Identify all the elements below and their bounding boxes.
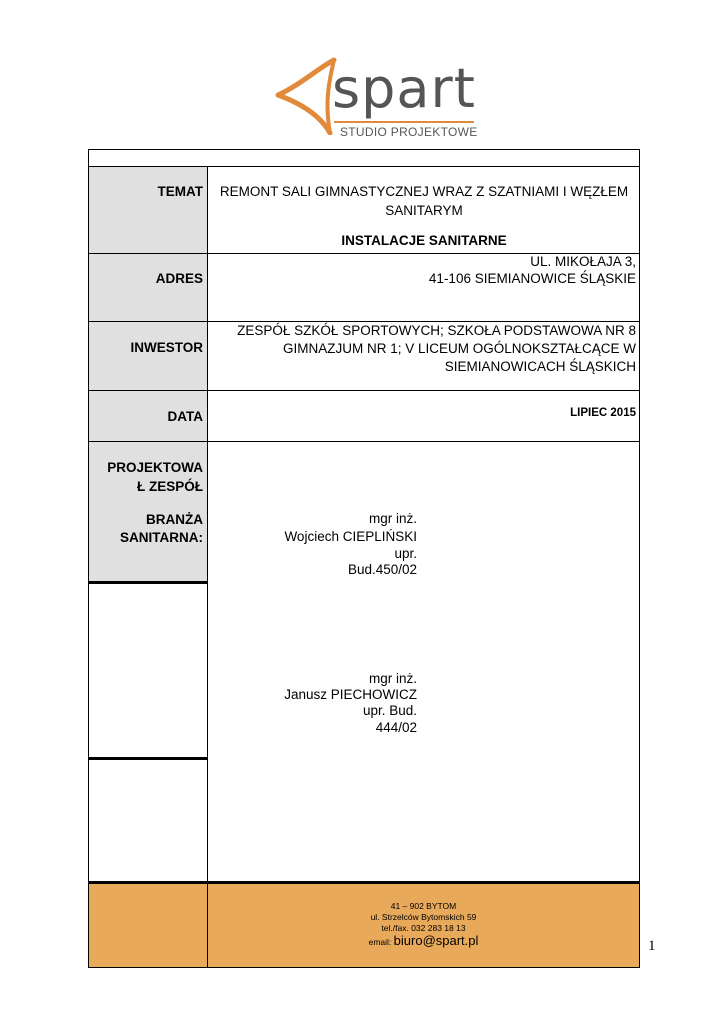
- row-sep-thick: [88, 757, 208, 760]
- frame-right: [639, 149, 640, 968]
- row-sep: [88, 441, 640, 442]
- temat-value: REMONT SALI GIMNASTYCZNEJ WRAZ Z SZATNIAMI I WĘZŁEM SANITARYM: [219, 184, 629, 218]
- inwestor-line1: ZESPÓŁ SZKÓŁ SPORTOWYCH; SZKOŁA PODSTAWOWA NR 8: [237, 323, 636, 338]
- branza-label-1: BRANŻA: [146, 512, 203, 527]
- adres-line2: 41-106 SIEMIANOWICE ŚLĄSKIE: [428, 271, 636, 286]
- adres-label: ADRES: [155, 271, 203, 286]
- footer-email-row: [208, 935, 639, 948]
- inwestor-line2: GIMNAZJUM NR 1; V LICEUM OGÓLNOKSZTAŁCĄCE W: [282, 341, 636, 356]
- p1-name: Wojciech CIEPLIŃSKI: [284, 529, 417, 544]
- temat-label: TEMAT: [157, 184, 203, 199]
- p2-name: Janusz PIECHOWICZ: [284, 687, 417, 702]
- footer-email-label: email:: [368, 937, 392, 947]
- inwestor-label: INWESTOR: [130, 340, 203, 355]
- footer-addr-1: 41 – 902 BYTOM: [390, 901, 457, 911]
- temat-sub: INSTALACJE SANITARNE: [341, 233, 507, 248]
- zespol-label-1: PROJEKTOWA: [107, 460, 203, 475]
- footer-email[interactable]: biuro@spart.pl: [393, 933, 479, 948]
- p1-title: mgr inż.: [368, 511, 417, 526]
- row-sep-thick: [88, 581, 208, 584]
- frame-top: [88, 149, 640, 150]
- logo-tagline: STUDIO PROJEKTOWE: [340, 125, 478, 139]
- adres-line1: UL. MIKOŁAJA 3,: [530, 254, 636, 269]
- p2-num: 444/02: [375, 720, 417, 735]
- frame-bottom: [88, 967, 640, 968]
- logo-underline: [334, 121, 474, 123]
- p2-title: mgr inż.: [368, 671, 417, 686]
- data-value: LIPIEC 2015: [570, 407, 636, 419]
- p2-upr: upr. Bud.: [362, 703, 417, 718]
- footer-address: [208, 901, 639, 948]
- p1-upr: upr.: [394, 546, 417, 561]
- zespol-label-2: Ł ZESPÓŁ: [136, 479, 203, 494]
- footer-addr-2: ul. Strzelców Bytomskich 59: [370, 912, 477, 922]
- logo-brand: spart: [332, 57, 476, 120]
- page-number: 1: [648, 938, 656, 954]
- logo: [270, 55, 480, 145]
- line-header: [88, 166, 640, 167]
- data-label: DATA: [167, 409, 203, 424]
- p1-num: Bud.450/02: [347, 562, 417, 577]
- row-sep: [88, 390, 640, 391]
- branza-label-2: SANITARNA:: [120, 530, 203, 545]
- footer-phone: tel./fax. 032 283 18 13: [381, 923, 466, 933]
- inwestor-line3: SIEMIANOWICACH ŚLĄSKICH: [444, 359, 636, 374]
- col-divider: [207, 166, 208, 968]
